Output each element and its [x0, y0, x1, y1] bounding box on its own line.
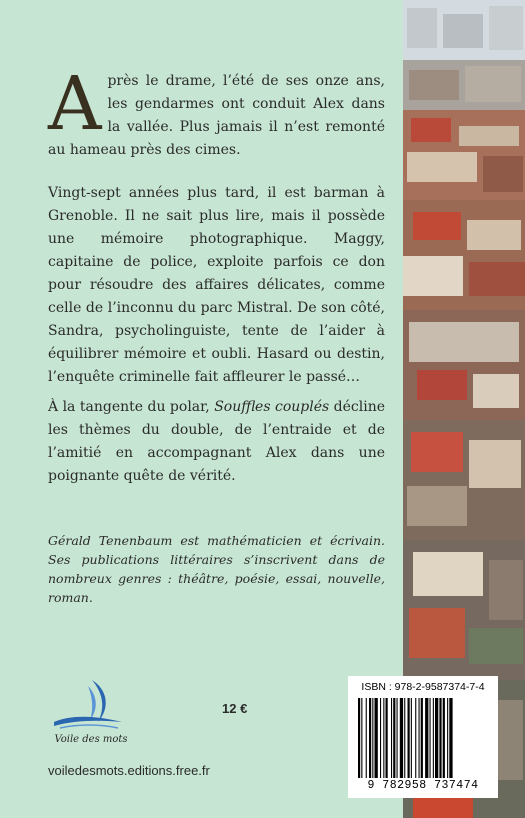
publisher-website: voiledesmots.editions.free.fr: [48, 763, 210, 778]
isbn-label: ISBN : 978-2-9587374-7-4: [361, 681, 485, 693]
book-title: Souffles couplés: [214, 399, 330, 415]
price: 12 €: [222, 701, 248, 716]
publisher-name: Voile des mots: [54, 734, 128, 745]
blurb-paragraph-2: Vingt-sept années plus tard, il est barman à Grenoble. Il ne sait plus lire, mais il possède une mémoire photographique. Maggy, capitaine de police, exploite parfois ce don pour résoudre des affaires délicates, comme celle de l’inconnu du parc Mistral. De son côté, Sandra, psycholinguiste, tente de l’aider à équilibrer mémoire et oubli. Hasard ou destin, l’enquête criminelle fait affleurer le passé…: [48, 185, 385, 385]
isbn-box: [348, 676, 498, 798]
sail-logo-icon: [48, 676, 128, 734]
blurb-paragraph-3: [48, 396, 385, 488]
blurb-paragraph-1: [48, 61, 385, 162]
blurb-paragraph-3-text: décline les thèmes du double, de l’entraide et de l’amitié en accompagnant Alex dans une poignante quête de vérité.: [48, 399, 385, 484]
blurb-paragraph-1-text: près le drame, l’été de ses onze ans, les gendarmes ont conduit Alex dans la vallée. Plus jamais il n’est remonté au hameau près des cimes.: [48, 73, 385, 158]
author-bio: Gérald Tenenbaum est mathématicien et écrivain. Ses publications littéraires s’inscrivent dans de nombreux genres : théâtre, poésie, essai, nouvelle, roman.: [48, 533, 385, 605]
drop-cap: A: [48, 61, 102, 147]
barcode: [356, 698, 490, 778]
blurb-paragraph-3-intro: À la tangente du polar,: [48, 399, 215, 415]
ean-digits: 9 782958 737474: [367, 779, 479, 792]
